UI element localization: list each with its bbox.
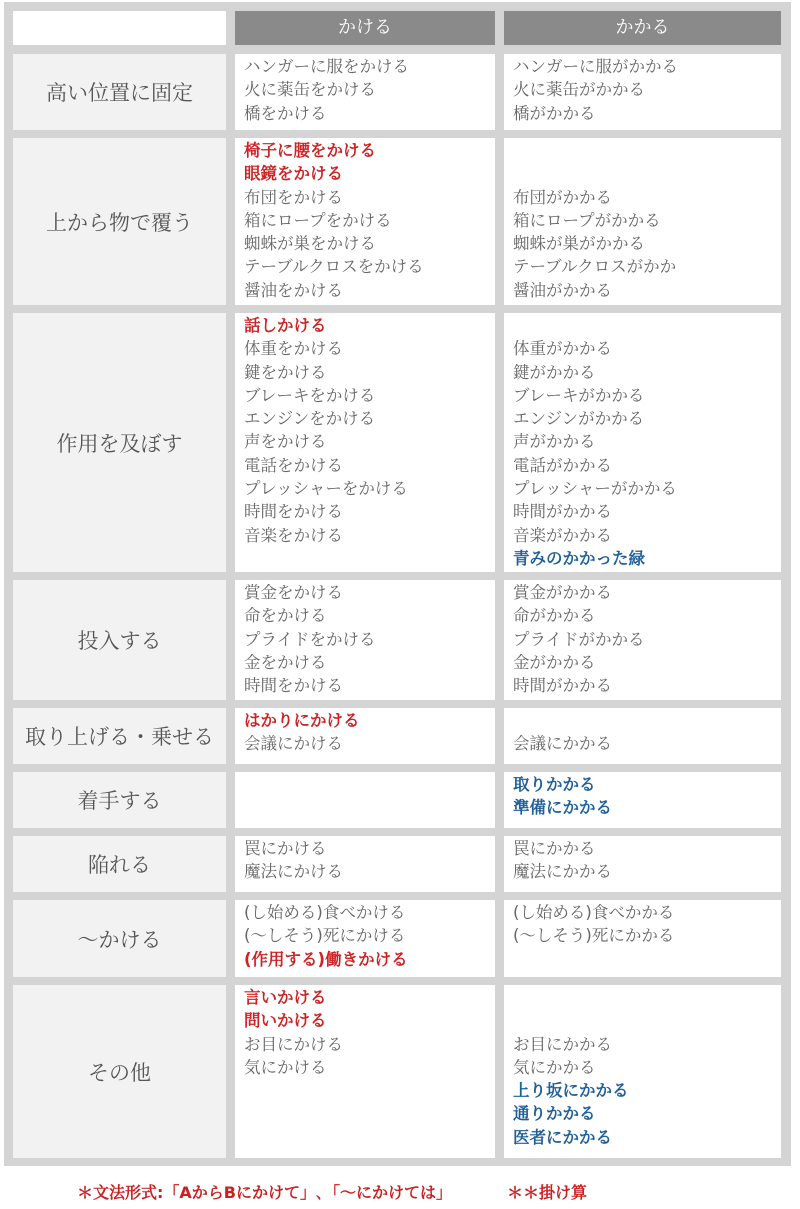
- kakaru-example: [513, 1009, 781, 1032]
- kakeru-cell: [235, 900, 495, 977]
- kakaru-example: 準備にかかる: [513, 798, 612, 818]
- kakeru-example: お目にかける: [244, 1034, 343, 1054]
- kakaru-example: 上り坂にかかる: [513, 1081, 629, 1101]
- kakaru-example: [513, 139, 781, 162]
- kakaru-cell: [504, 580, 781, 700]
- footnote-multiplication: ＊＊掛け算: [507, 1183, 588, 1202]
- kakaru-cell: [504, 900, 781, 977]
- kakaru-example: 電話がかかる: [513, 455, 612, 475]
- kakaru-example: 通りかかる: [513, 1104, 596, 1124]
- kakaru-cell: [504, 138, 781, 305]
- kakeru-example: (～しそう)死にかける: [244, 926, 406, 946]
- kakeru-cell: [235, 708, 495, 764]
- kakaru-example: プライドがかかる: [513, 629, 645, 649]
- kakaru-example: 体重がかかる: [513, 339, 612, 359]
- kakeru-example: 声をかける: [244, 432, 327, 452]
- kakaru-example: 魔法にかかる: [513, 862, 612, 882]
- kakeru-example: 鍵をかける: [244, 362, 327, 382]
- row-label: ～かける: [13, 900, 226, 977]
- kakeru-example: 眼鏡をかける: [244, 164, 343, 184]
- row-label: 上から物で覆う: [13, 138, 226, 305]
- kakaru-example: 醤油がかかる: [513, 280, 612, 300]
- kakaru-example: 時間がかかる: [513, 676, 612, 696]
- kakeru-example: プレッシャーをかける: [244, 479, 408, 499]
- kakaru-example: 医者にかかる: [513, 1127, 612, 1147]
- kakeru-example: 言いかける: [244, 988, 327, 1007]
- kakaru-example: 鍵がかかる: [513, 362, 596, 382]
- row-label: 作用を及ぼす: [13, 313, 226, 572]
- row-label: 投入する: [13, 580, 226, 700]
- kakaru-example: 布団がかかる: [513, 187, 612, 207]
- kakaru-example: エンジンがかかる: [513, 409, 645, 429]
- kakeru-example: 会議にかける: [244, 734, 343, 754]
- kakaru-example: 時間がかかる: [513, 502, 612, 522]
- row-label: その他: [13, 985, 226, 1158]
- kakaru-cell: [504, 708, 781, 764]
- kakeru-example: エンジンをかける: [244, 409, 376, 429]
- kakeru-example: 罠にかける: [244, 839, 327, 858]
- kakaru-example: 命がかかる: [513, 606, 596, 626]
- kakaru-example: [513, 986, 781, 1009]
- kakeru-example: 椅子に腰をかける: [244, 141, 376, 160]
- kakaru-example: (～しそう)死にかかる: [513, 926, 675, 946]
- kakaru-example: 罠にかかる: [513, 839, 596, 858]
- kakaru-cell: [504, 54, 781, 130]
- kakaru-example: 会議にかかる: [513, 734, 612, 754]
- kakeru-example: 命をかける: [244, 606, 327, 626]
- kakeru-example: プライドをかける: [244, 629, 376, 649]
- kakeru-example: 魔法にかける: [244, 862, 343, 882]
- kakeru-example: 体重をかける: [244, 339, 343, 359]
- kakeru-cell: [235, 138, 495, 305]
- header-kakeru: かける: [235, 11, 495, 45]
- kakeru-example: 布団をかける: [244, 187, 343, 207]
- kakaru-example: [513, 314, 781, 337]
- kakaru-example: 橋がかかる: [513, 103, 596, 123]
- kakeru-example: 時間をかける: [244, 502, 343, 522]
- kakeru-cell: [235, 54, 495, 130]
- kakaru-example: 取りかかる: [513, 775, 596, 794]
- kakeru-example: 賞金をかける: [244, 583, 343, 602]
- kakeru-example: 問いかける: [244, 1011, 327, 1031]
- kakeru-example: 時間をかける: [244, 676, 343, 696]
- kakaru-cell: [504, 313, 781, 572]
- kakaru-example: プレッシャーがかかる: [513, 479, 677, 499]
- kakeru-example: (作用する)働きかける: [244, 949, 408, 969]
- kakaru-example: 箱にロープがかかる: [513, 210, 661, 230]
- row-label: 高い位置に固定: [13, 54, 226, 130]
- kakaru-example: 気にかかる: [513, 1057, 596, 1077]
- row-label: 取り上げる・乗せる: [13, 708, 226, 764]
- kakeru-cell: [235, 772, 495, 828]
- kakaru-cell: [504, 836, 781, 892]
- row-label: 陥れる: [13, 836, 226, 892]
- kakeru-example: 火に薬缶をかける: [244, 80, 376, 100]
- kakeru-example: ハンガーに服をかける: [244, 57, 409, 76]
- kakeru-example: 金をかける: [244, 652, 327, 672]
- kakaru-example: 火に薬缶がかかる: [513, 80, 645, 100]
- header-kakaru: かかる: [504, 11, 781, 45]
- kakeru-example: ブレーキをかける: [244, 385, 376, 405]
- kakaru-example: ブレーキがかかる: [513, 385, 645, 405]
- kakaru-example: 蜘蛛が巣がかかる: [513, 234, 645, 254]
- kakaru-example: 金がかかる: [513, 652, 596, 672]
- kakaru-example: 青みのかかった緑: [513, 548, 645, 568]
- kakaru-example: 音楽がかかる: [513, 525, 612, 545]
- kakaru-example: [513, 162, 781, 185]
- kakeru-cell: [235, 836, 495, 892]
- kakaru-example: お目にかかる: [513, 1034, 612, 1054]
- kakeru-example: 箱にロープをかける: [244, 210, 392, 230]
- row-label: 着手する: [13, 772, 226, 828]
- kakeru-cell: [235, 580, 495, 700]
- kakeru-cell: [235, 985, 495, 1158]
- kakeru-example: 橋をかける: [244, 103, 327, 123]
- kakaru-example: ハンガーに服がかかる: [513, 57, 678, 76]
- kakeru-example: 話しかける: [244, 316, 327, 335]
- kakeru-example: (し始める)食べかける: [244, 903, 406, 922]
- kakaru-cell: [504, 772, 781, 828]
- kakaru-cell: [504, 985, 781, 1158]
- kakeru-example: 醤油をかける: [244, 280, 343, 300]
- kakaru-example: 声がかかる: [513, 432, 596, 452]
- kakeru-kakaru-table: [4, 2, 791, 1166]
- kakaru-example: テーブルクロスがかか: [513, 257, 677, 277]
- kakeru-example: 音楽をかける: [244, 525, 343, 545]
- kakeru-example: テーブルクロスをかける: [244, 257, 424, 277]
- header-blank-cell: [13, 11, 226, 45]
- kakeru-example: 気にかける: [244, 1057, 327, 1077]
- kakaru-example: 賞金がかかる: [513, 583, 612, 602]
- kakaru-example: [513, 709, 781, 732]
- footnote-grammar: ＊文法形式:「AからBにかけて」､「～にかけては」: [77, 1183, 452, 1202]
- footnotes: [0, 1180, 800, 1202]
- kakeru-example: 電話をかける: [244, 455, 343, 475]
- kakeru-example: はかりにかける: [244, 711, 360, 730]
- kakeru-cell: [235, 313, 495, 572]
- kakaru-example: (し始める)食べかかる: [513, 903, 675, 922]
- kakeru-example: 蜘蛛が巣をかける: [244, 234, 376, 254]
